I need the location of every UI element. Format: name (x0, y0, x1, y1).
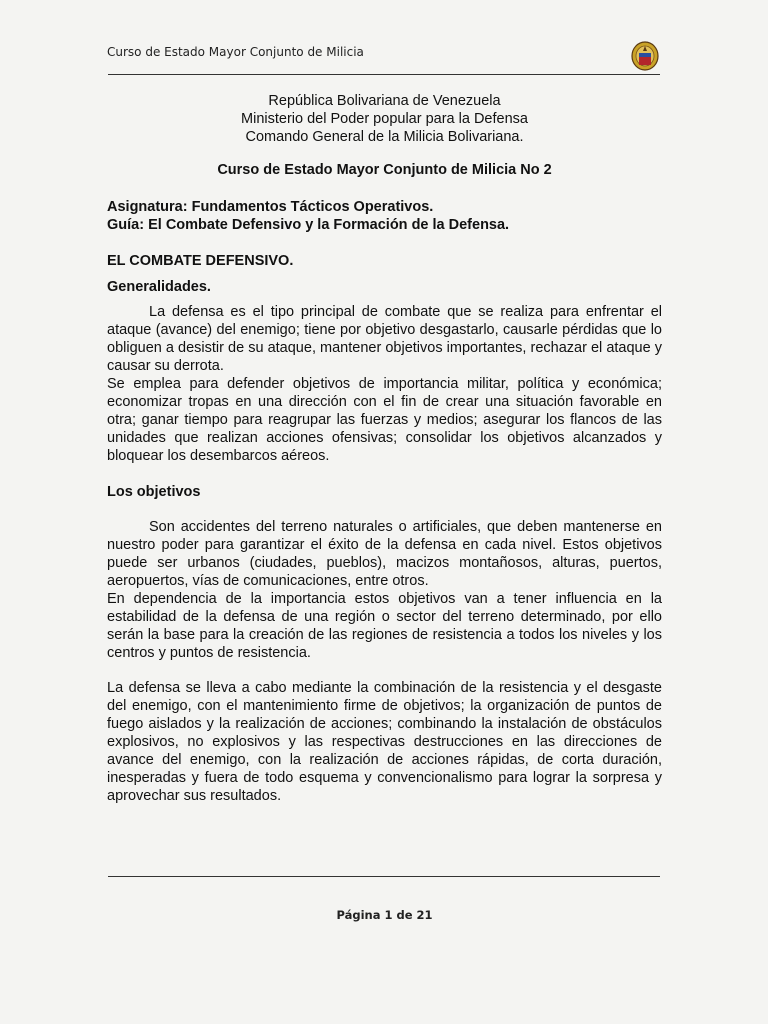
objetivos-paragraph-3-block (107, 679, 662, 805)
objetivos-paragraph-3: La defensa se lleva a cabo mediante la combinación de la resistencia y el desgaste del enemigo, con el mantenimiento firme de objetivos; la organización de puntos de fuego aislados y la realización de acciones; combinando la instalación de obstáculos explosivos, no explosivos y las respectivas destrucciones en las direcciones de avance del enemigo, con la realización de acciones rápidas, de corta duración, inesperadas y fuera de todo esquema y convencionalismo para lograr la sorpresa y aprovechar sus resultados. (107, 680, 662, 804)
objetivos-paragraph-2: En dependencia de la importancia estos objetivos van a tener influencia en la estabilidad de la defensa de una región o sector del terreno determinado, por ello serán la base para la creación de las regiones de resistencia a todos los niveles y los centros y puntos de resistencia. (107, 591, 662, 661)
objetivos-heading: Los objetivos (107, 484, 201, 500)
section-title: EL COMBATE DEFENSIVO. (107, 253, 294, 269)
militia-emblem-icon (630, 40, 660, 72)
institution-line-3: Comando General de la Milicia Bolivariana. (245, 129, 524, 145)
course-title: Curso de Estado Mayor Conjunto de Milicia No 2 (217, 162, 552, 178)
generalidades-paragraph-2: Se emplea para defender objetivos de importancia militar, política y económica; economizar tropas en una dirección con el fin de crear una situación favorable en otra; ganar tiempo para reagrupar las fuerzas y medios; asegurar los flancos de las unidades que realizan acciones ofensivas; consolidar los objetivos alcanzados y bloquear los desembarcos aéreos. (107, 376, 662, 464)
subject-line: Asignatura: Fundamentos Tácticos Operativos. (107, 199, 434, 215)
guide-line: Guía: El Combate Defensivo y la Formación de la Defensa. (107, 217, 510, 233)
institution-line-1: República Bolivariana de Venezuela (268, 93, 501, 109)
generalidades-paragraph-1: La defensa es el tipo principal de combate que se realiza para enfrentar el ataque (avance) del enemigo; tiene por objetivo desgastarlo, causarle pérdidas que lo obliguen a desistir de su ataque, mantener objetivos importantes, rechazar el ataque y causar su derrota. (107, 304, 662, 374)
institution-line-2: Ministerio del Poder popular para la Defensa (241, 111, 528, 127)
page-number: Página 1 de 21 (336, 908, 433, 922)
footer-rule (108, 876, 660, 877)
generalidades-body (107, 303, 662, 465)
institution-block (107, 92, 662, 146)
header-rule (108, 74, 660, 75)
header-title: Curso de Estado Mayor Conjunto de Milicia (107, 45, 364, 59)
objetivos-paragraph-1: Son accidentes del terreno naturales o artificiales, que deben mantenerse en nuestro poder para garantizar el éxito de la defensa en cada nivel. Estos objetivos puede ser urbanos (ciudades, pueblos), macizos montañosos, alturas, puertos, aeropuertos, vías de comunicaciones, entre otros. (107, 519, 662, 589)
objetivos-body (107, 518, 662, 662)
generalidades-heading: Generalidades. (107, 279, 211, 295)
